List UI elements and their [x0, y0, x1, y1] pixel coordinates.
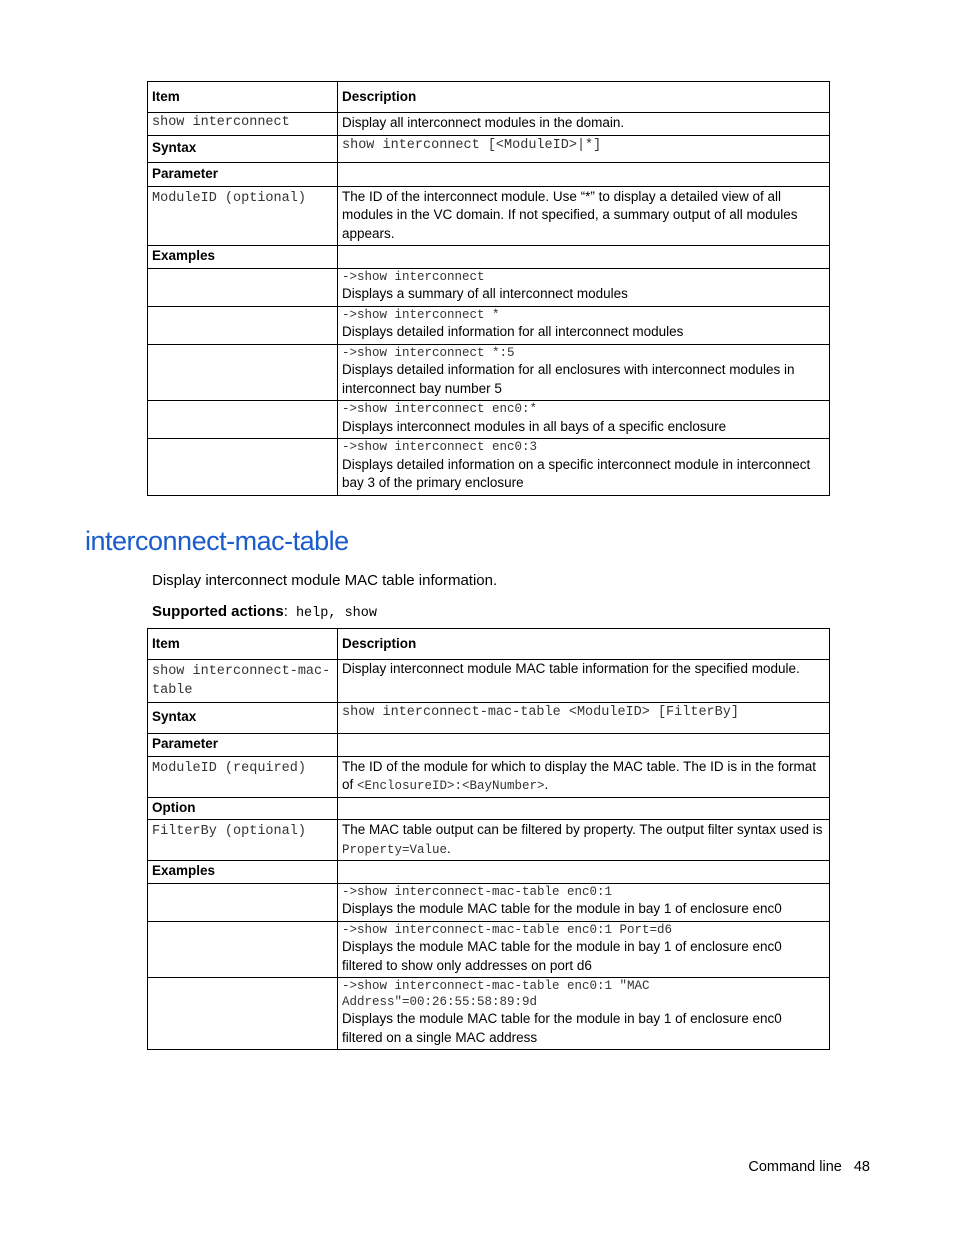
example-description: Displays detailed information for all interconnect modules	[342, 324, 684, 339]
example-description: Displays the module MAC table for the module in bay 1 of enclosure enc0 filtered to show only addresses on port d6	[342, 939, 782, 973]
examples-label-row	[148, 246, 830, 269]
example-command: ->show interconnect enc0:3	[342, 440, 538, 454]
syntax-row	[148, 703, 830, 734]
syntax-label: Syntax	[148, 703, 338, 734]
header-description: Description	[338, 629, 830, 660]
option-label-row	[148, 797, 830, 820]
example-description: Displays detailed information on a specific interconnect module in interconnect bay 3 of the primary enclosure	[342, 456, 811, 490]
syntax-value: show interconnect-mac-table <ModuleID> [FilterBy]	[338, 703, 830, 734]
example-row	[148, 978, 830, 1050]
page-footer	[736, 1159, 870, 1175]
command-name: show interconnect	[148, 113, 338, 136]
example-command: ->show interconnect enc0:*	[342, 402, 538, 416]
example-row	[148, 344, 830, 401]
parameter-row	[148, 186, 830, 246]
example-row	[148, 883, 830, 921]
supported-actions-values: help, show	[287, 606, 377, 621]
parameter-description: The ID of the interconnect module. Use “*” to display a detailed view of all modules in the VC domain. If not specified, a summary output of all modules appears.	[338, 186, 830, 246]
header-item: Item	[148, 629, 338, 660]
parameter-row	[148, 756, 830, 797]
section-title: interconnect-mac-table	[85, 526, 349, 556]
table-header-row	[148, 629, 830, 660]
examples-label-row	[148, 861, 830, 884]
footer-section-name: Command line	[748, 1159, 842, 1175]
option-row	[148, 820, 830, 861]
examples-label: Examples	[148, 246, 338, 269]
parameter-label: Parameter	[148, 162, 338, 186]
examples-label: Examples	[148, 861, 338, 884]
parameter-label-row	[148, 734, 830, 757]
parameter-name: ModuleID (required)	[148, 756, 338, 797]
parameter-description: The ID of the module for which to display the MAC table. The ID is in the format of <EnclosureID>:<BayNumber>.	[338, 756, 830, 797]
example-command: ->show interconnect *	[342, 307, 500, 322]
parameter-name: ModuleID (optional)	[148, 186, 338, 246]
command-row	[148, 113, 830, 136]
example-description: Displays detailed information for all enclosures with interconnect modules in interconnect bay number 5	[342, 362, 795, 396]
section-intro: Display interconnect module MAC table information.	[152, 572, 498, 589]
example-command: ->show interconnect-mac-table enc0:1	[342, 884, 613, 899]
example-row	[148, 306, 830, 344]
example-description: Displays the module MAC table for the module in bay 1 of enclosure enc0	[342, 901, 782, 916]
table-header-row	[148, 82, 830, 113]
interconnect-mac-table-table	[147, 628, 830, 1050]
example-command: ->show interconnect *:5	[342, 345, 515, 360]
syntax-value: show interconnect [<ModuleID>|*]	[338, 135, 830, 162]
page-number: 48	[853, 1159, 870, 1175]
option-label: Option	[148, 797, 338, 820]
example-row	[148, 921, 830, 978]
header-item: Item	[148, 82, 338, 113]
supported-actions	[152, 603, 377, 622]
example-command: ->show interconnect	[342, 269, 485, 284]
header-description: Description	[338, 82, 830, 113]
parameter-label-row	[148, 162, 830, 186]
option-description: The MAC table output can be filtered by property. The output filter syntax used is Property=Value.	[338, 820, 830, 861]
command-description: Display interconnect module MAC table information for the specified module.	[338, 660, 830, 703]
supported-actions-separator: :	[283, 603, 288, 620]
command-description: Display all interconnect modules in the domain.	[338, 113, 830, 136]
example-description: Displays the module MAC table for the module in bay 1 of enclosure enc0 filtered on a single MAC address	[342, 1011, 782, 1045]
example-description: Displays a summary of all interconnect modules	[342, 286, 628, 301]
example-command: ->show interconnect-mac-table enc0:1 Port=d6	[342, 922, 673, 937]
example-row	[148, 439, 830, 496]
command-row	[148, 660, 830, 703]
example-command: ->show interconnect-mac-table enc0:1 "MAC Address"=00:26:55:58:89:9d	[342, 979, 650, 1009]
example-row	[148, 401, 830, 439]
parameter-label: Parameter	[148, 734, 338, 757]
command-name: show interconnect-mac-table	[148, 660, 338, 703]
syntax-label: Syntax	[148, 135, 338, 162]
example-description: Displays interconnect modules in all bays of a specific enclosure	[342, 418, 727, 434]
show-interconnect-table	[147, 81, 830, 496]
option-name: FilterBy (optional)	[148, 820, 338, 861]
example-row	[148, 268, 830, 306]
supported-actions-label: Supported actions	[152, 603, 284, 620]
syntax-row	[148, 135, 830, 162]
